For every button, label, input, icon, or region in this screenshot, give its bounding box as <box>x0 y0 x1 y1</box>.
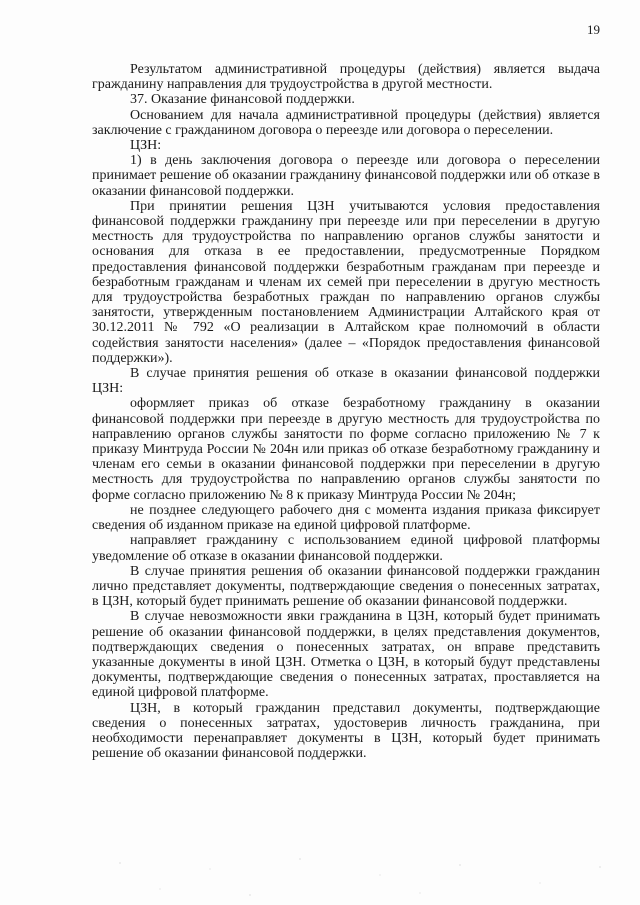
paragraph: Основанием для начала административной процедуры (действия) является заключение с гражданином договора о переезде или договора о переселении. <box>92 107 600 138</box>
paragraph: направляет гражданину с использованием единой цифровой платформы уведомление об отказе в оказании финансовой поддержки. <box>92 533 600 564</box>
paragraph: В случае принятия решения об отказе в оказании финансовой поддержки ЦЗН: <box>92 366 600 397</box>
page-number: 19 <box>587 22 600 37</box>
paragraph: При принятии решения ЦЗН учитываются условия предоставления финансовой поддержки гражданину при переезде или при переселении в другую местность для трудоустройства по направлению органов службы занятости и основания для отказа в ее предоставлении, предусмотренные Порядком предоставления финансовой поддержки безработным гражданам при переезде и безработным гражданам и членам их семей при переселении в другую местность для трудоустройства безработных граждан по направлению органов службы занятости, утвержденным постановлением Администрации Алтайского края от 30.12.2011 № 792 «О реализации в Алтайском крае полномочий в области содействия занятости населения» (далее – «Порядок предоставления финансовой поддержки»). <box>92 198 600 366</box>
paragraph: оформляет приказ об отказе безработному гражданину в оказании финансовой поддержки при переезде в другую местность для трудоустройства по направлению органов службы занятости по форме согласно приложению № 7 к приказу Минтруда России № 204н или приказ об отказе безработному гражданину и членам его семьи в оказании финансовой поддержки при переселении в другую местность для трудоустройства по направлению органов службы занятости по форме согласно приложению № 8 к приказу Минтруда России № 204н; <box>92 396 600 503</box>
scan-noise <box>0 845 640 905</box>
paragraph: В случае невозможности явки гражданина в ЦЗН, который будет принимать решение об оказании финансовой поддержки, в целях представления документов, подтверждающих сведения о понесенных затратах, он вправе представить указанные документы в иной ЦЗН. Отметка о ЦЗН, в который будут представлены документы, подтверждающие сведения о понесенных затратах, проставляется на единой цифровой платформе. <box>92 609 600 701</box>
paragraph: не позднее следующего рабочего дня с момента издания приказа фиксирует сведения об изданном приказе на единой цифровой платформе. <box>92 502 600 534</box>
paragraph: Результатом административной процедуры (действия) является выдача гражданину направления для трудоустройства в другой местности. <box>92 62 600 93</box>
paragraph: В случае принятия решения об оказании финансовой поддержки гражданин лично представляет документы, подтверждающие сведения о понесенных затратах, в ЦЗН, который будет принимать решение об оказании финансовой поддержки. <box>92 563 600 610</box>
paragraph: 1) в день заключения договора о переезде или договора о переселении принимает решение об оказании гражданину финансовой поддержки или об отказе в оказании финансовой поддержки. <box>92 153 600 199</box>
paragraph: ЦЗН, в который гражданин представил документы, подтверждающие сведения о понесенных затратах, удостоверив личность гражданина, при необходимости перенаправляет документы в ЦЗН, который будет принимать решение об оказании финансовой поддержки. <box>92 700 600 762</box>
document-body <box>92 62 600 761</box>
paragraph: ЦЗН: <box>130 138 162 154</box>
section-heading: 37. Оказание финансовой поддержки. <box>130 92 355 108</box>
